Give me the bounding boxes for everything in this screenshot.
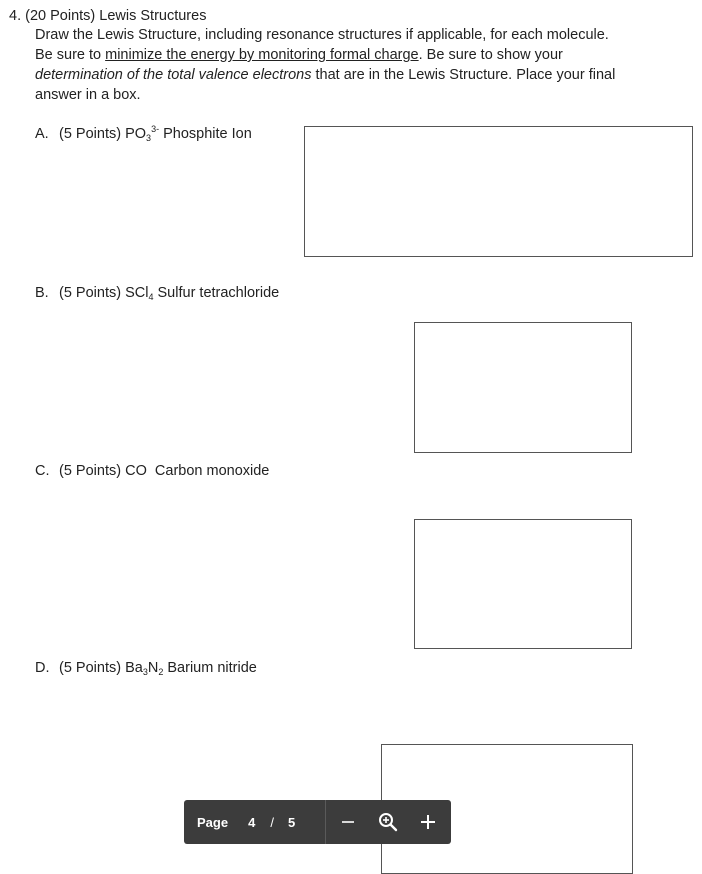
part-letter: D.	[35, 660, 50, 676]
instructions-line-3-post: that are in the Lewis Structure. Place your final	[311, 67, 616, 83]
part-name: Barium nitride	[167, 660, 257, 676]
instructions-underlined: minimize the energy by monitoring formal charge	[105, 47, 419, 63]
instructions-italic: determination of the total valence electrons	[35, 67, 312, 83]
answer-box-b	[414, 322, 632, 453]
part-points: (5 Points)	[59, 285, 122, 301]
instructions	[35, 25, 675, 105]
instructions-line-3	[35, 65, 675, 85]
current-page-input[interactable]: 4	[248, 814, 256, 830]
page-separator: /	[270, 814, 274, 830]
plus-icon	[420, 814, 436, 830]
zoom-out-button[interactable]	[328, 800, 368, 844]
part-c	[35, 461, 269, 481]
part-formula: CO	[125, 463, 147, 479]
instructions-line-2-post: . Be sure to show your	[418, 47, 563, 63]
zoom-in-button[interactable]	[408, 800, 448, 844]
instructions-line-1: Draw the Lewis Structure, including resonance structures if applicable, for each molecule.	[35, 27, 609, 43]
part-a	[35, 124, 252, 144]
magnifier-plus-icon	[378, 812, 398, 832]
part-formula: $Ba_3N_2$	[125, 660, 164, 677]
part-letter: B.	[35, 285, 49, 301]
part-formula: SCl$_4$	[125, 285, 154, 302]
minus-icon	[342, 821, 354, 823]
part-formula: $PO_3^{3-}$	[125, 124, 160, 143]
answer-box-a	[304, 126, 693, 257]
part-d	[35, 658, 257, 678]
total-pages: 5	[287, 814, 296, 830]
instructions-line-2	[35, 45, 675, 65]
zoom-fit-button[interactable]	[368, 800, 408, 844]
answer-box-c	[414, 519, 632, 649]
part-letter: A.	[35, 126, 49, 142]
page-indicator	[184, 800, 326, 844]
part-name: Carbon monoxide	[154, 463, 270, 479]
part-letter: C.	[35, 463, 50, 479]
part-points: (5 Points)	[59, 463, 122, 479]
instructions-line-2-pre: Be sure to	[35, 47, 106, 63]
page-toolbar	[184, 800, 451, 844]
page-label: Page	[197, 814, 229, 830]
part-b	[35, 283, 279, 303]
part-name: Sulfur tetrachloride	[157, 285, 280, 301]
part-points: (5 Points)	[59, 660, 122, 676]
part-points: (5 Points)	[59, 126, 122, 142]
part-name: Phosphite Ion	[163, 126, 252, 142]
question-heading: 4. (20 Points) Lewis Structures	[9, 8, 207, 24]
instructions-line-4: answer in a box.	[35, 87, 141, 103]
